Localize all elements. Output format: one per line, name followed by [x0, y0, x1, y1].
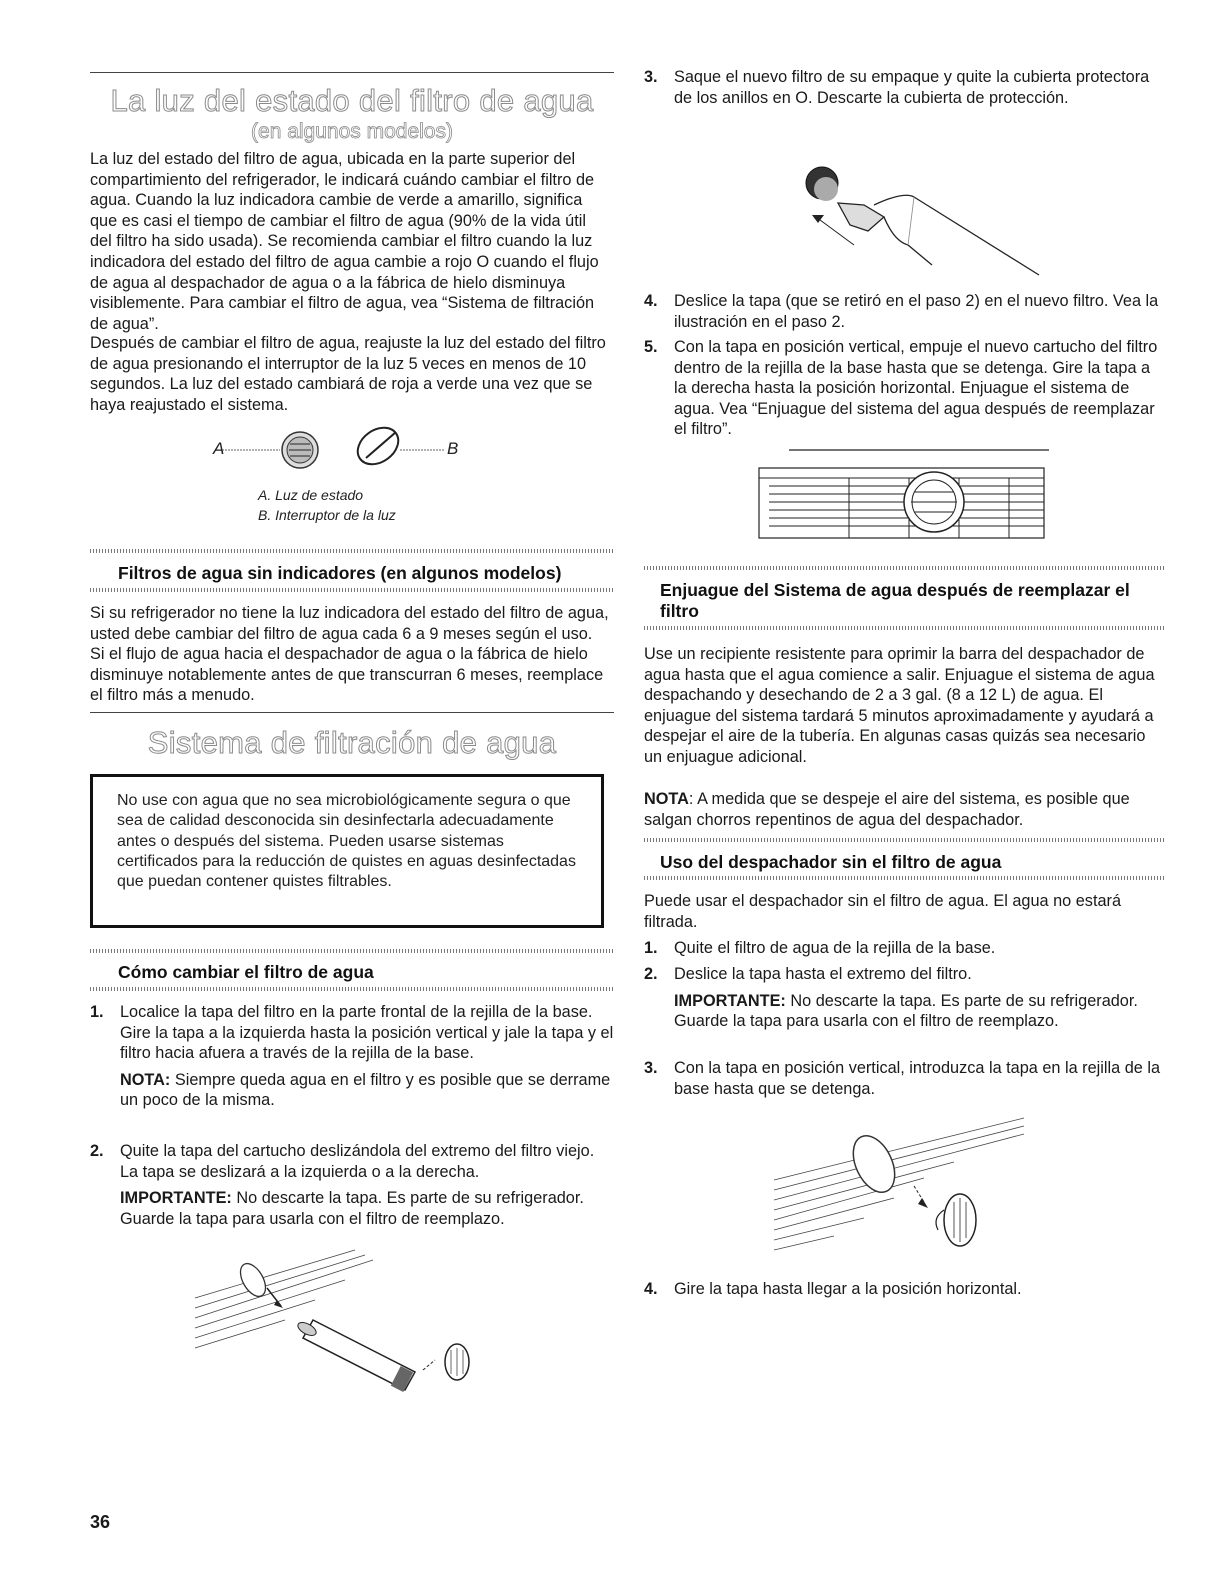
hatch-divider — [644, 566, 1166, 570]
flush-note: NOTA: A medida que se despeje el aire del sistema, es posible que salgan chorros repentinos de agua del despachador. — [644, 790, 1130, 829]
filter-removal-figure — [195, 1250, 495, 1400]
step-text: Quite la tapa del cartucho deslizándola del extremo del filtro viejo. La tapa se deslizará a la izquierda o a la derecha. — [120, 1142, 595, 1181]
grille-figure — [759, 448, 1049, 548]
step-text: Saque el nuevo filtro de su empaque y quite la cubierta protectora de los anillos en O. Descarte la cubierta de protección. — [674, 68, 1150, 107]
step-number: 4. — [644, 292, 658, 310]
change-step-3 — [644, 67, 1166, 108]
figure-label-b: B — [447, 439, 459, 458]
change-step-2 — [90, 1141, 614, 1229]
step-number: 4. — [644, 1280, 658, 1298]
hatch-divider — [90, 549, 614, 553]
filter-light-para-1: La luz del estado del filtro de agua, ubicada en la parte superior del compartimiento del refrigerador, le indicará cuándo cambiar el filtro de agua. Cuando la luz indicadora cambie de verde a amarillo, significa que es casi el tiempo de cambiar el filtro de agua (90% de la vida útil del filtro ha sido usada). Se recomienda cambiar el filtro cuando la luz indicadora del estado del filtro de agua cambie a rojo O cuando el flujo de agua al despachador de agua o a la fábrica de hielo disminuya visiblemente. Para cambiar el filtro de agua, vea “Sistema de filtración de agua”. — [90, 150, 599, 333]
step-text: Deslice la tapa hasta el extremo del filtro. — [674, 965, 972, 983]
flush-para-1: Use un recipiente resistente para oprimir la barra del despachador de agua hasta que el agua comience a salir. Enjuague el sistema de agua despachando y desechando de 2 a 3 gal. (8 a 12 L) de agua. El enjuague del sistema tardará 5 minutos aproximadamente y ayudará a despejar el aire de la tubería. En algunas casas quizás sea necesario un enjuague adicional. — [644, 645, 1155, 766]
cap-insertion-figure — [774, 1118, 1034, 1268]
caption-b: B. Interruptor de la luz — [258, 507, 396, 523]
step-number: 5. — [644, 338, 658, 356]
filter-light-para-2: Después de cambiar el filtro de agua, reajuste la luz del estado del filtro de agua presionando el interruptor de la luz 5 veces en menos de 10 segundos. La luz del estado cambiará de roja a verde una vez que se haya reajustado el sistema. — [90, 334, 606, 414]
step-number: 2. — [90, 1142, 104, 1160]
hatch-divider — [90, 987, 614, 991]
section-rule — [90, 712, 614, 713]
no-indicator-para: Si su refrigerador no tiene la luz indicadora del estado del filtro de agua, usted debe cambiar del filtro de agua cada 6 a 9 meses según el uso. Si el flujo de agua hacia el despachador de agua o la fábrica de hielo disminuye notablemente antes de que transcurran 6 meses, reemplace el filtro más a menudo. — [90, 604, 609, 705]
bypass-step-1 — [644, 938, 1166, 959]
no-indicator-heading: Filtros de agua sin indicadores (en algunos modelos) — [118, 563, 562, 583]
change-step-4 — [644, 291, 1166, 332]
figure-label-a: A — [213, 439, 225, 458]
step-number: 1. — [90, 1003, 104, 1021]
filtration-system-title: Sistema de filtración de agua — [147, 725, 557, 760]
step-text: Quite el filtro de agua de la rejilla de la base. — [674, 939, 996, 957]
hatch-divider — [90, 949, 614, 953]
filter-light-subtitle: (en algunos modelos) — [251, 120, 453, 143]
hatch-divider — [644, 838, 1166, 842]
step-note: NOTA: Siempre queda agua en el filtro y es posible que se derrame un poco de la misma. — [120, 1070, 611, 1110]
caption-a: A. Luz de estado — [258, 487, 364, 503]
step-number: 1. — [644, 939, 658, 957]
bypass-step-4 — [644, 1279, 1166, 1300]
step-number: 3. — [644, 68, 658, 86]
step-number: 3. — [644, 1059, 658, 1077]
step-note: IMPORTANTE: No descarte la tapa. Es parte de su refrigerador. Guarde la tapa para usarla con el filtro de reemplazo. — [120, 1189, 584, 1228]
flush-heading: Enjuague del Sistema de agua después de reemplazar el filtro — [660, 580, 1130, 621]
step-number: 2. — [644, 965, 658, 983]
no-filter-para: Puede usar el despachador sin el filtro de agua. El agua no estará filtrada. — [644, 892, 1121, 931]
step-text: Gire la tapa hasta llegar a la posición horizontal. — [674, 1280, 1022, 1298]
warning-box — [90, 774, 604, 928]
page-number: 36 — [90, 1512, 111, 1532]
change-step-5 — [644, 337, 1166, 440]
hatch-divider — [90, 588, 614, 592]
new-filter-figure — [794, 165, 1054, 285]
hatch-divider — [644, 876, 1166, 880]
hatch-divider — [644, 626, 1166, 630]
no-filter-heading: Uso del despachador sin el filtro de agua — [660, 852, 1002, 872]
step-text: Deslice la tapa (que se retiró en el paso 2) en el nuevo filtro. Vea la ilustración en el paso 2. — [674, 292, 1159, 331]
bypass-step-3 — [644, 1058, 1166, 1099]
change-filter-heading: Cómo cambiar el filtro de agua — [118, 962, 374, 982]
filter-light-title: La luz del estado del filtro de agua — [110, 83, 594, 118]
warning-text: No use con agua que no sea microbiológicamente segura o que sea de calidad desconocida sin desinfectarla adecuadamente antes o después del sistema. Pueden usarse sistemas certificados para la reducción de quistes en aguas desinfectadas que puedan contener quistes filtrables. — [117, 792, 576, 891]
step-text: Localice la tapa del filtro en la parte frontal de la rejilla de la base. Gire la tapa a la izquierda hasta la posición vertical y jale la tapa y el filtro hacia afuera a través de la rejilla de la base. — [120, 1003, 614, 1063]
top-rule — [90, 72, 614, 73]
bypass-step-2 — [644, 964, 1166, 1032]
change-step-1 — [90, 1002, 614, 1111]
step-note: IMPORTANTE: No descarte la tapa. Es parte de su refrigerador. Guarde la tapa para usarla con el filtro de reemplazo. — [674, 991, 1138, 1031]
step-text: Con la tapa en posición vertical, empuje el nuevo cartucho del filtro dentro de la rejilla de la base hasta que se detenga. Gire la tapa a la derecha hasta la posición horizontal. Enjuague el sistema de agua. Vea “Enjuague del sistema del agua después de reemplazar el filtro”. — [674, 338, 1158, 439]
step-text: Con la tapa en posición vertical, introduzca la tapa en la rejilla de la base hasta que se detenga. — [674, 1059, 1161, 1098]
